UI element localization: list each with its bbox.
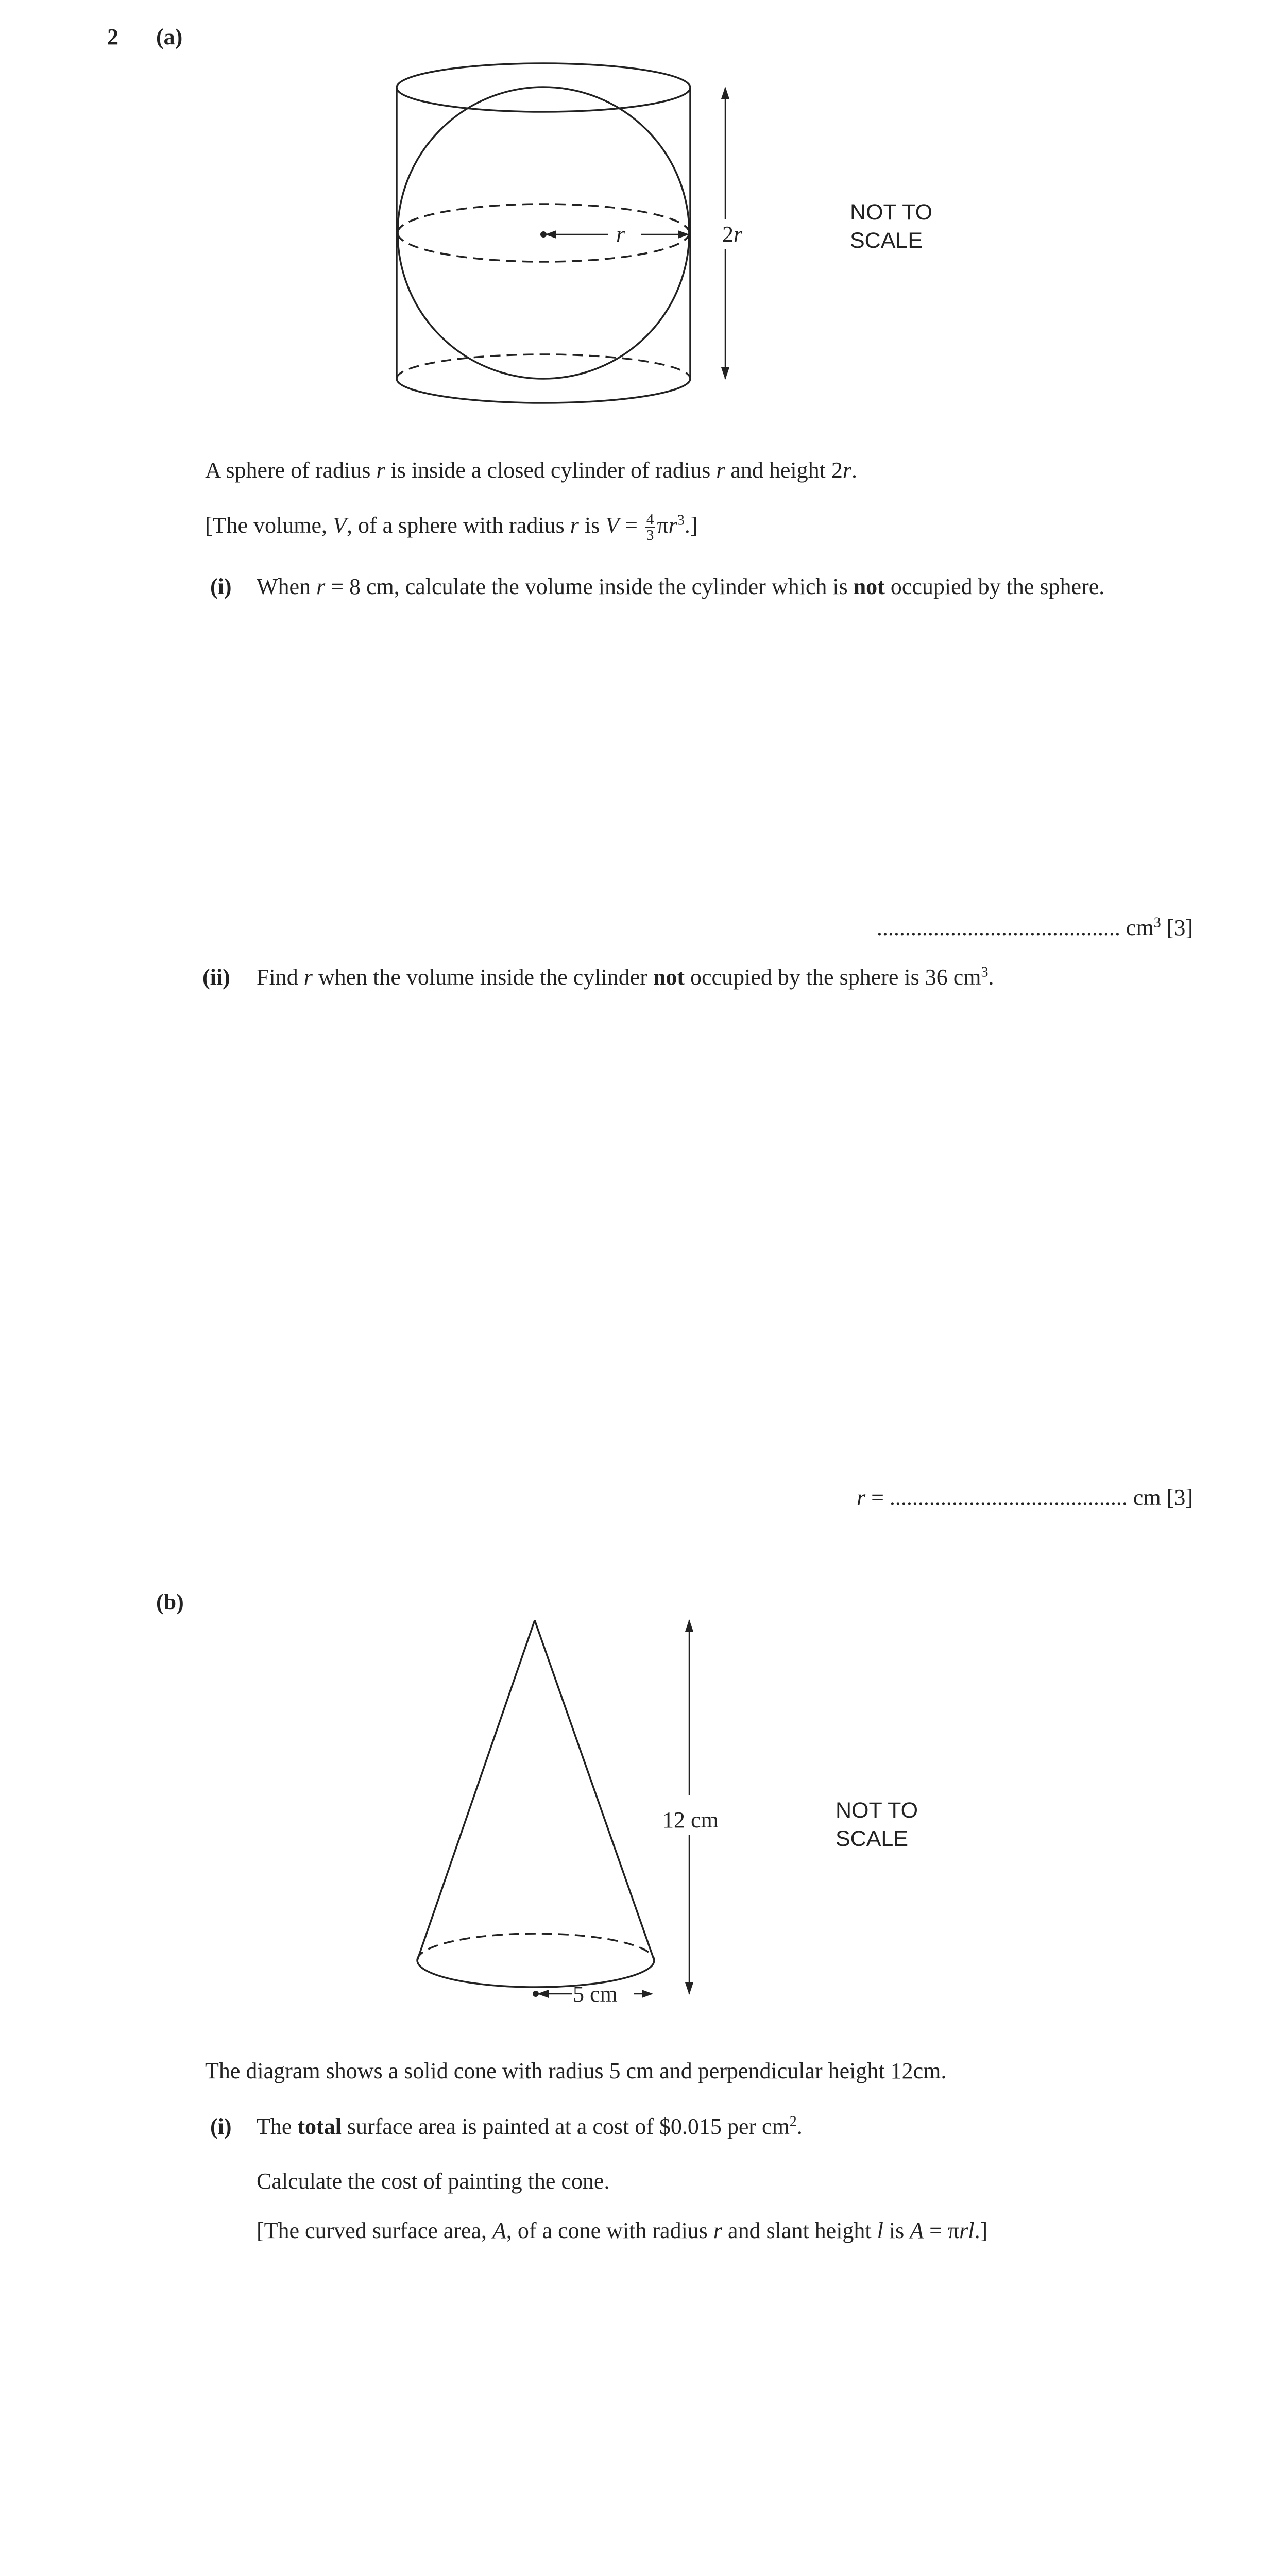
cone-left-slant: [417, 1620, 535, 1960]
four-thirds-fraction: $\frac{4}{3}$: [645, 512, 656, 543]
part-a-ii-question: Find r when the volume inside the cylinder not occupied by the sphere is 36 $cm^3$.: [257, 964, 994, 990]
cone-area-formula-note: [The curved surface area, A, of a cone with radius r and slant height l is A = πrl.]: [257, 2218, 988, 2243]
height-label-a: 2r: [720, 220, 744, 249]
height-arrowhead-top: [721, 87, 729, 99]
part-b-label: (b): [156, 1589, 184, 1615]
cone-base-back-arc: [417, 1934, 654, 1960]
part-a-label: (a): [156, 24, 183, 49]
answer-line-a-i[interactable]: ........................................... $cm^3$ [3]: [876, 914, 1193, 940]
cone-height-arrowhead-top: [685, 1619, 693, 1632]
cone-diagram: [0, 1597, 1278, 2009]
cone-right-slant: [535, 1620, 654, 1960]
part-b-stem: The diagram shows a solid cone with radius 5 cm and perpendicular height 12cm.: [205, 2058, 947, 2083]
radius-label-a: r: [616, 222, 625, 247]
part-b-i-label: (i): [210, 2114, 232, 2139]
answer-line-a-ii[interactable]: r = .......................................... cm [3]: [856, 1485, 1193, 1510]
sphere-in-cylinder-diagram: [0, 0, 1278, 412]
not-to-scale-a-line1: NOT TO: [850, 200, 933, 225]
cylinder-bottom-back-arc: [397, 354, 690, 379]
cone-radius-label: 5 cm: [573, 1981, 618, 2007]
cone-radius-arrowhead-right: [642, 1990, 653, 1998]
not-to-scale-b-line1: NOT TO: [836, 1798, 918, 1823]
cylinder-bottom-front-arc: [397, 379, 690, 403]
part-b-i-instruction: Calculate the cost of painting the cone.: [257, 2168, 610, 2194]
cone-height-label: 12 cm: [660, 1806, 721, 1835]
not-to-scale-a-line2: SCALE: [850, 228, 923, 253]
cone-radius-arrowhead-left: [537, 1990, 549, 1998]
part-a-i-label: (i): [210, 574, 232, 599]
sphere-volume-formula-note: [The volume, V, of a sphere with radius r is V = $\frac{4}{3}$ $\pi r^3$.]: [205, 511, 698, 544]
radius-arrowhead-left: [545, 230, 556, 239]
part-b-i-question: The total surface area is painted at a cost of $0.015 per $cm^2$.: [257, 2113, 803, 2139]
height-arrowhead-bottom: [721, 367, 729, 380]
sphere-equator-back-arc: [398, 204, 689, 233]
not-to-scale-b-line2: SCALE: [836, 1826, 909, 1851]
cone-base-front-arc: [417, 1960, 654, 1987]
cone-height-arrowhead-bottom: [685, 1982, 693, 1995]
part-a-stem: A sphere of radius r is inside a closed cylinder of radius r and height 2r.: [205, 457, 857, 483]
part-a-i-question: When r = 8 cm, calculate the volume inside the cylinder which is not occupied by the sphere.: [257, 574, 1105, 599]
part-a-ii-label: (ii): [202, 964, 230, 990]
question-number: 2: [107, 24, 118, 49]
